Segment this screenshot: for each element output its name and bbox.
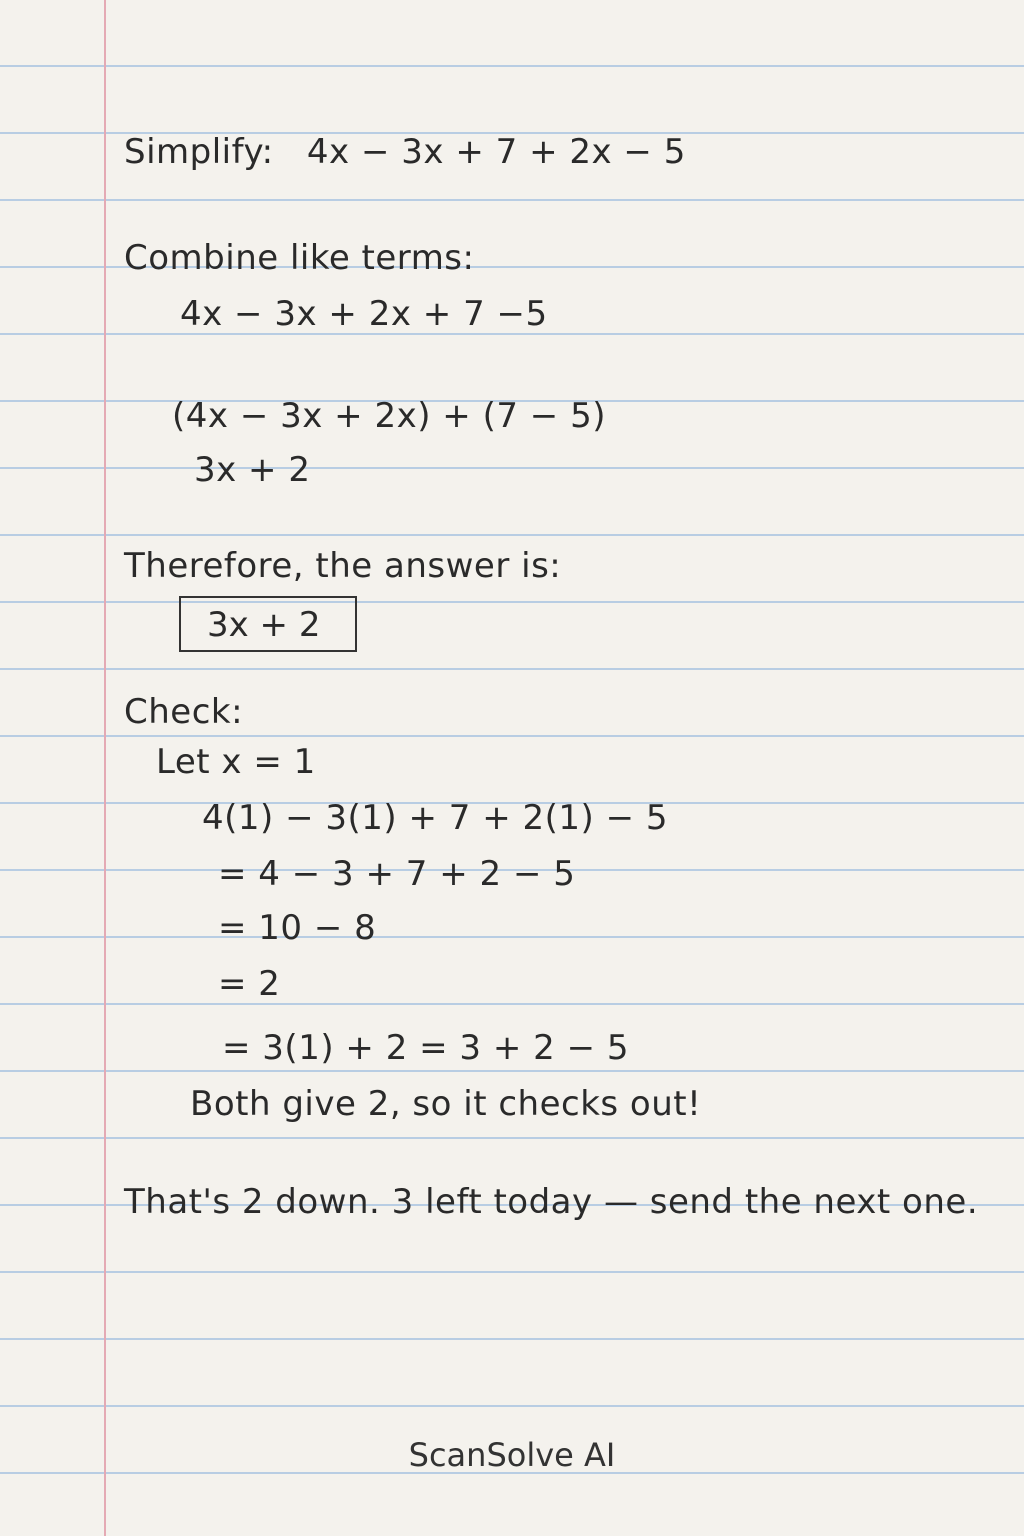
check-conclusion: Both give 2, so it checks out! [190, 1084, 702, 1124]
check-step: = 4 − 3 + 7 + 2 − 5 [218, 854, 576, 894]
margin-line [104, 0, 106, 1536]
boxed-answer-text: 3x + 2 [207, 605, 321, 645]
combine-grouped: (4x − 3x + 2x) + (7 − 5) [172, 396, 606, 436]
check-step: = 3(1) + 2 = 3 + 2 − 5 [222, 1028, 630, 1068]
problem-expression: 4x − 3x + 7 + 2x − 5 [306, 132, 686, 172]
boxed-answer [179, 596, 357, 652]
problem-line [124, 132, 686, 172]
combine-heading: Combine like terms: [124, 238, 475, 278]
footer-note: That's 2 down. 3 left today — send the next one. [124, 1182, 979, 1222]
check-let: Let x = 1 [156, 742, 316, 782]
check-step: = 10 − 8 [218, 908, 377, 948]
check-step: = 2 [218, 964, 281, 1004]
combine-regrouped: 4x − 3x + 2x + 7 −5 [180, 294, 548, 334]
combine-result: 3x + 2 [194, 450, 311, 490]
brand-name: ScanSolve AI [408, 1436, 616, 1474]
problem-label: Simplify: [124, 132, 274, 172]
check-heading: Check: [124, 692, 244, 732]
answer-heading: Therefore, the answer is: [124, 546, 562, 586]
check-step: 4(1) − 3(1) + 7 + 2(1) − 5 [202, 798, 669, 838]
